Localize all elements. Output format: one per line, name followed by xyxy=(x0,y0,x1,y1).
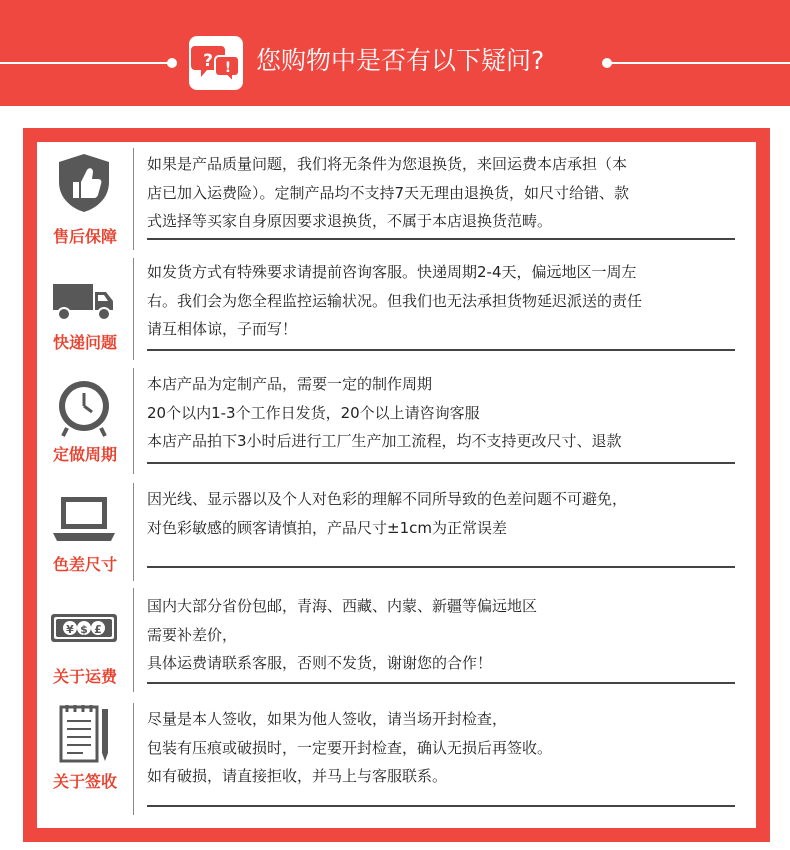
header-left-line xyxy=(0,62,170,64)
text-line: 式选择等买家自身原因要求退换货，不属于本店退换货范畴。 xyxy=(147,212,553,230)
row-divider xyxy=(133,258,134,360)
text-line: 需要补差价， xyxy=(147,625,238,644)
header-left-dot xyxy=(167,58,177,68)
currency-bill-icon xyxy=(49,604,119,666)
text-line: 本店产品拍下3小时后进行工厂生产加工流程，均不支持更改尺寸、退款 xyxy=(147,432,622,450)
text-line: 因光线、显示器以及个人对色彩的理解不同所导致的色差问题不可避免， xyxy=(147,490,628,508)
row-underline xyxy=(147,682,735,684)
svg-text:?: ? xyxy=(203,51,213,71)
row-divider xyxy=(133,148,134,250)
row-underline xyxy=(147,805,735,807)
row-text xyxy=(147,370,747,456)
row-underline xyxy=(147,349,735,351)
row-divider xyxy=(133,483,134,581)
alarm-clock-icon xyxy=(49,376,119,438)
text-line: 右。我们会为您全程监控运输状况。但我们也无法承担货物延迟派送的责任 xyxy=(147,291,643,310)
row-label: 关于签收 xyxy=(52,772,117,791)
text-line: 包装有压痕或破损时，一定要开封检查，确认无损后再签收。 xyxy=(147,738,553,757)
header-title: 您购物中是否有以下疑问? xyxy=(256,46,545,75)
row-text xyxy=(147,485,747,542)
delivery-truck-icon xyxy=(49,270,119,332)
row-text xyxy=(147,592,747,678)
row-label: 色差尺寸 xyxy=(52,555,117,574)
row-text xyxy=(147,705,747,791)
text-line: 如发货方式有特殊要求请提前咨询客服。快递周期2-4天，偏远地区一周左 xyxy=(147,263,637,281)
row-label: 快递问题 xyxy=(52,333,117,352)
row-label: 定做周期 xyxy=(52,445,117,464)
header-banner xyxy=(0,0,790,106)
faq-row-after-sales xyxy=(37,142,756,252)
text-line: 具体运费请联系客服，否则不发货，谢谢您的合作！ xyxy=(147,654,493,672)
text-line: 对色彩敏感的顾客请慎拍，产品尺寸±1cm为正常误差 xyxy=(147,518,507,537)
faq-row-shipping-fee xyxy=(37,582,756,697)
text-line: 尽量是本人签收，如果为他人签收，请当场开封检查， xyxy=(147,710,508,728)
row-divider xyxy=(133,703,134,815)
faq-row-color-size xyxy=(37,477,756,582)
laptop-icon xyxy=(49,491,119,553)
chat-question-icon xyxy=(189,36,243,90)
faq-panel xyxy=(23,128,770,842)
row-label: 关于运费 xyxy=(52,667,117,686)
text-line: 如果是产品质量问题，我们将无条件为您退换货，来回运费本店承担（本 xyxy=(147,155,628,173)
svg-text:!: ! xyxy=(224,60,232,76)
row-divider xyxy=(133,588,134,692)
row-text xyxy=(147,258,747,344)
text-line: 20个以内1-3个工作日发货，20个以上请咨询客服 xyxy=(147,403,480,422)
bill-symbol-pound: £ xyxy=(94,623,102,636)
text-line: 国内大部分省份包邮，青海、西藏、内蒙、新疆等偏远地区 xyxy=(147,597,538,615)
row-divider xyxy=(133,368,134,474)
bill-symbol-yuan: ¥ xyxy=(66,623,74,636)
faq-row-signing xyxy=(37,697,756,827)
row-label: 售后保障 xyxy=(52,227,117,246)
faq-row-production-cycle xyxy=(37,362,756,477)
row-underline xyxy=(147,238,735,240)
row-underline xyxy=(147,566,735,568)
faq-panel-inner xyxy=(37,142,756,828)
text-line: 本店产品为定制产品，需要一定的制作周期 xyxy=(147,375,433,393)
bill-symbol-dollar: $ xyxy=(80,623,88,636)
row-underline xyxy=(147,462,735,464)
text-line: 请互相体谅，子而写！ xyxy=(147,320,298,338)
checklist-notepad-icon xyxy=(49,703,119,765)
header-right-line xyxy=(606,62,790,64)
faq-row-delivery xyxy=(37,252,756,362)
text-line: 如有破损，请直接拒收，并马上与客服联系。 xyxy=(147,767,448,785)
text-line: 店已加入运费险）。定制产品均不支持7天无理由退换货，如尺寸给错、款 xyxy=(147,183,630,202)
shield-thumbs-up-icon xyxy=(49,152,119,214)
row-text xyxy=(147,150,747,236)
